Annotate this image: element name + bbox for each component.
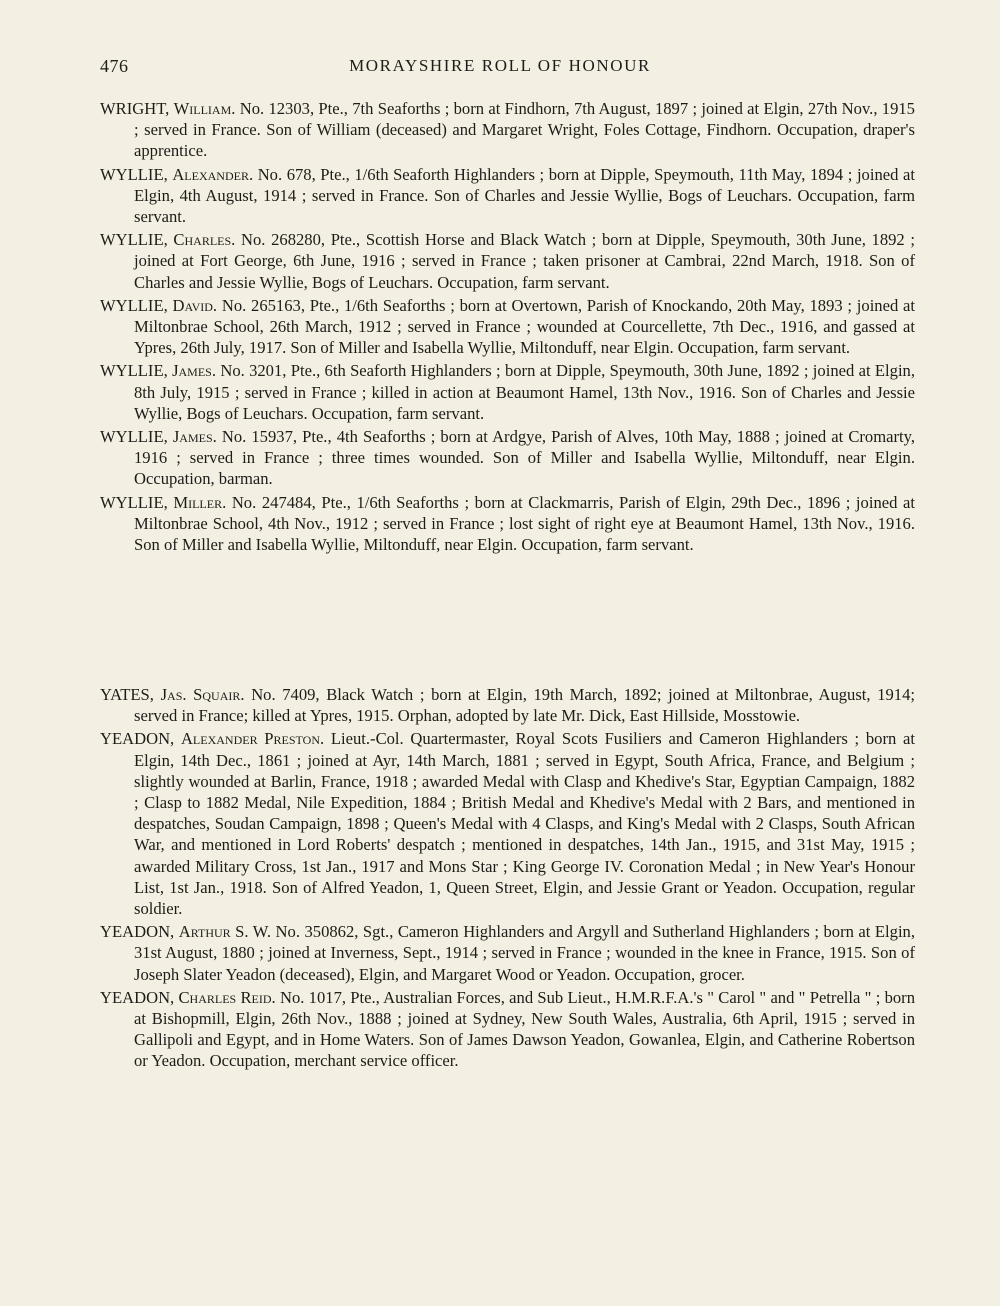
entry-surname: WYLLIE, xyxy=(100,492,168,512)
entry-given-name: David. xyxy=(172,295,218,315)
entry-given-name: Jas. Squair. xyxy=(160,685,245,704)
entry-text: No. 12303, Pte., 7th Seaforths ; born at Findhorn, 7th August, 1897 ; joined at Elgin, 27th Nov., 1915 ; served in France. Son of William (deceased) and Margaret Wright, Foles Cottage, Findhorn. Occupation, draper's apprentice. xyxy=(134,99,915,161)
roll-entry xyxy=(100,728,915,919)
roll-entry xyxy=(100,164,915,228)
entry-given-name: William. xyxy=(173,99,236,118)
entry-given-name: Alexander. xyxy=(172,164,254,184)
entry-text: No. 1017, Pte., Australian Forces, and Sub Lieut., H.M.R.F.A.'s " Carol " and " Petrella " ; born at Bishopmill, Elgin, 26th Nov., 1888 ; joined at Sydney, New South Wales, Australia, 6th April, 1915 ; served in Gallipoli and Egypt, and in Home Waters. Son of James Dawson Yeadon, Gowanlea, Elgin, and Catherine Robertson or Yeadon. Occupation, merchant service officer. xyxy=(134,987,916,1071)
entry-surname: WYLLIE, xyxy=(100,427,168,447)
roll-entry xyxy=(100,921,915,985)
entry-text: No. 15937, Pte., 4th Seaforths ; born at Ardgye, Parish of Alves, 10th May, 1888 ; joined at Cromarty, 1916 ; served in France ; three times wounded. Son of Miller and Isabella Wyllie, Miltonduff, near Elgin. Occupation, barman. xyxy=(134,427,915,489)
entry-text: Lieut.-Col. Quartermaster, Royal Scots Fusiliers and Cameron Highlanders ; born at Elgin, 14th Dec., 1861 ; joined at Ayr, 14th March, 1881 ; served in Egypt, South Africa, France, and Belgium ; slightly wounded at Barlin, France, 1918 ; awarded Medal with Clasp and Khedive's Star, Egyptian Campaign, 1882 ; Clasp to 1882 Medal, Nile Expedition, 1884 ; British Medal and Khedive's Medal with 2 Bars, and mentioned in despatches, Soudan Campaign, 1898 ; Queen's Medal with 4 Clasps, and King's Medal with 2 Clasps, South African War, and mentioned in Lord Roberts' despatch ; mentioned in despatches, 14th Jan., 1915, and 31st May, 1915 ; awarded Military Cross, 1st Jan., 1917 and Mons Star ; King George IV. Coronation Medal ; in New Year's Honour List, 1st Jan., 1918. Son of Alfred Yeadon, 1, Queen Street, Elgin, and Jessie Grant or Yeadon. Occupation, regular soldier. xyxy=(134,729,915,919)
page-header xyxy=(0,56,1000,80)
roll-entry xyxy=(100,360,915,424)
entry-given-name: James. xyxy=(172,361,217,381)
entry-surname: WYLLIE, xyxy=(100,295,168,315)
roll-entry xyxy=(100,684,915,726)
entry-text: No. 265163, Pte., 1/6th Seaforths ; born at Overtown, Parish of Knockando, 20th May, 1893 ; joined at Miltonbrae School, 26th March, 1912 ; served in France ; wounded at Courcellette, 7th Dec., 1916, and gassed at Ypres, 26th July, 1917. Son of Miller and Isabella Wyllie, Miltonduff, near Elgin. Occupation, farm servant. xyxy=(134,295,915,358)
roll-entry xyxy=(100,295,915,359)
entry-given-name: Alexander Preston. xyxy=(180,729,325,749)
entry-surname: WYLLIE, xyxy=(100,361,168,381)
entry-text: No. 3201, Pte., 6th Seaforth Highlanders ; born at Dipple, Speymouth, 30th June, 1892 ; joined at Elgin, 8th July, 1915 ; served in France ; killed in action at Beaumont Hamel, 13th Nov., 1916. Son of Charles and Jessie Wyllie, Bogs of Leuchars. Occupation, farm servant. xyxy=(134,361,915,423)
entry-text: No. 678, Pte., 1/6th Seaforth Highlanders ; born at Dipple, Speymouth, 11th May, 1894 ; joined at Elgin, 4th August, 1914 ; served in France. Son of Charles and Jessie Wyllie, Bogs of Leuchars. Occupation, farm servant. xyxy=(134,164,915,227)
roll-section-y xyxy=(100,684,915,1074)
entry-text: No. 7409, Black Watch ; born at Elgin, 19th March, 1892; joined at Miltonbrae, August, 1914; served in France; killed at Ypres, 1915. Orphan, adopted by late Mr. Dick, East Hillside, Mosstowie. xyxy=(134,685,915,726)
entry-surname: WYLLIE, xyxy=(100,230,168,250)
entry-given-name: Arthur S. W. xyxy=(178,922,272,942)
roll-entry xyxy=(100,426,915,490)
entry-given-name: Miller. xyxy=(173,492,227,512)
entry-surname: YEADON, xyxy=(100,729,175,749)
entry-given-name: James. xyxy=(172,427,217,447)
entry-given-name: Charles. xyxy=(173,230,236,250)
roll-entry xyxy=(100,229,915,293)
entry-text: No. 350862, Sgt., Cameron Highlanders and Argyll and Sutherland Highlanders ; born at Elgin, 31st August, 1880 ; joined at Inverness, Sept., 1914 ; served in France ; wounded in the knee in France, 1915. Son of Joseph Slater Yeadon (deceased), Elgin, and Margaret Wood or Yeadon. Occupation, grocer. xyxy=(134,922,915,984)
roll-section-w xyxy=(100,98,915,557)
entry-text: No. 268280, Pte., Scottish Horse and Black Watch ; born at Dipple, Speymouth, 30th June, 1892 ; joined at Fort George, 6th June, 1916 ; served in France ; taken prisoner at Cambrai, 22nd March, 1918. Son of Charles and Jessie Wyllie, Bogs of Leuchars. Occupation, farm servant. xyxy=(134,230,915,292)
running-title: MORAYSHIRE ROLL OF HONOUR xyxy=(349,56,651,75)
roll-entry xyxy=(100,492,915,556)
roll-entry xyxy=(100,98,915,162)
entry-surname: WRIGHT, xyxy=(100,99,170,118)
roll-entry xyxy=(100,987,915,1072)
entry-given-name: Charles Reid. xyxy=(178,987,276,1007)
entry-text: No. 247484, Pte., 1/6th Seaforths ; born at Clackmarris, Parish of Elgin, 29th Dec., 1896 ; joined at Miltonbrae School, 4th Nov., 1912 ; served in France ; lost sight of right eye at Beaumont Hamel, 13th Nov., 1916. Son of Miller and Isabella Wyllie, Miltonduff, near Elgin. Occupation, farm servant. xyxy=(134,492,915,555)
entry-surname: YATES, xyxy=(100,685,154,704)
entry-surname: WYLLIE, xyxy=(100,164,168,184)
entry-surname: YEADON, xyxy=(100,922,175,942)
entry-surname: YEADON, xyxy=(100,987,175,1007)
page-number: 476 xyxy=(100,56,129,76)
